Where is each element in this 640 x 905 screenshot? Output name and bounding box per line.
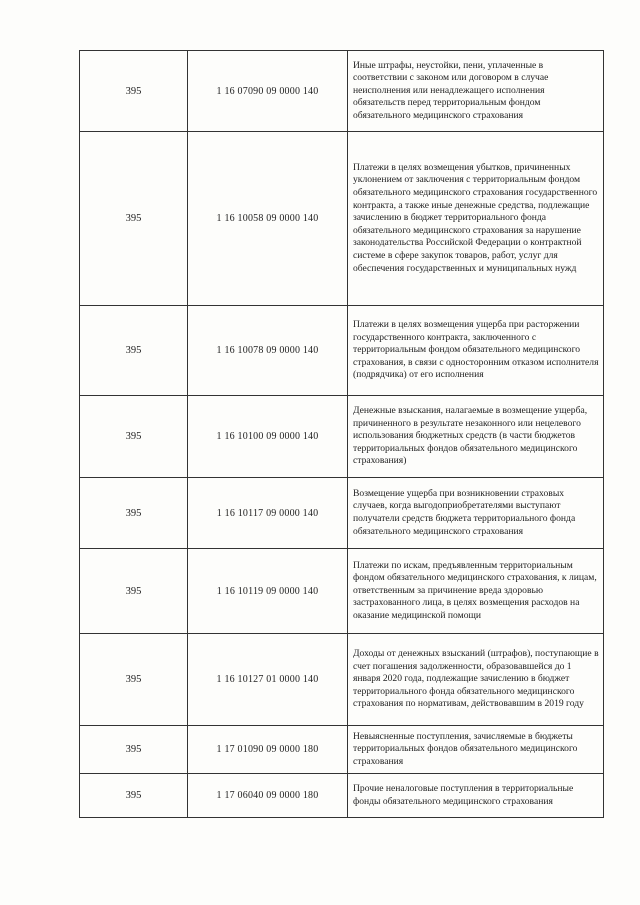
table-row <box>80 478 604 549</box>
budget-code-cell: 1 16 10119 09 0000 140 <box>188 549 348 634</box>
description-cell: Доходы от денежных взысканий (штрафов), поступающие в счет погашения задолженности, образовавшейся до 1 января 2020 года, подлежащие зачислению в бюджет территориального фонда обязательного медицинского страхования по нормативам, действовавшим в 2019 году <box>348 634 604 726</box>
budget-code-cell: 1 16 07090 09 0000 140 <box>188 51 348 132</box>
description-cell: Невыясненные поступления, зачисляемые в бюджеты территориальных фондов обязательного медицинского страхования <box>348 726 604 774</box>
budget-code-cell: 1 16 10100 09 0000 140 <box>188 396 348 478</box>
admin-code-cell: 395 <box>80 634 188 726</box>
description-cell: Иные штрафы, неустойки, пени, уплаченные в соответствии с законом или договором в случае неисполнения или ненадлежащего исполнения обязательств перед территориальным фондом обязательного медицинского страхования <box>348 51 604 132</box>
table-row <box>80 774 604 818</box>
table-row <box>80 634 604 726</box>
description-cell: Платежи в целях возмещения ущерба при расторжении государственного контракта, заключенного с территориальным фондом обязательного медицинского страхования, в связи с односторонним отказом исполнителя (подрядчика) от его исполнения <box>348 306 604 396</box>
description-cell: Платежи по искам, предъявленным территориальным фондом обязательного медицинского страхования, к лицам, ответственным за причинение вреда здоровью застрахованного лица, в целях возмещения расходов на оказание медицинской помощи <box>348 549 604 634</box>
admin-code-cell: 395 <box>80 132 188 306</box>
budget-code-cell: 1 16 10117 09 0000 140 <box>188 478 348 549</box>
description-cell: Возмещение ущерба при возникновении страховых случаев, когда выгодоприобретателями выступают получатели средств бюджета территориального фонда обязательного медицинского страхования <box>348 478 604 549</box>
description-cell: Денежные взыскания, налагаемые в возмещение ущерба, причиненного в результате незаконного или нецелевого использования бюджетных средств (в части бюджетов территориальных фондов обязательного медицинского страхования) <box>348 396 604 478</box>
admin-code-cell: 395 <box>80 396 188 478</box>
table-row <box>80 396 604 478</box>
budget-code-cell: 1 17 06040 09 0000 180 <box>188 774 348 818</box>
admin-code-cell: 395 <box>80 726 188 774</box>
budget-code-cell: 1 17 01090 09 0000 180 <box>188 726 348 774</box>
table-row <box>80 549 604 634</box>
admin-code-cell: 395 <box>80 306 188 396</box>
admin-code-cell: 395 <box>80 478 188 549</box>
admin-code-cell: 395 <box>80 51 188 132</box>
description-cell: Платежи в целях возмещения убытков, причиненных уклонением от заключения с территориальным фондом обязательного медицинского страхования государственного контракта, а также иные денежные средства, подлежащие зачислению в бюджет территориального фонда обязательного медицинского страхования за нарушение законодательства Российской Федерации о контрактной системе в сфере закупок товаров, работ, услуг для обеспечения государственных и муниципальных нужд <box>348 132 604 306</box>
description-cell: Прочие неналоговые поступления в территориальные фонды обязательного медицинского страхования <box>348 774 604 818</box>
budget-code-cell: 1 16 10058 09 0000 140 <box>188 132 348 306</box>
budget-code-cell: 1 16 10078 09 0000 140 <box>188 306 348 396</box>
table-row <box>80 132 604 306</box>
budget-code-cell: 1 16 10127 01 0000 140 <box>188 634 348 726</box>
table-row <box>80 51 604 132</box>
admin-code-cell: 395 <box>80 549 188 634</box>
admin-code-cell: 395 <box>80 774 188 818</box>
revenue-codes-table <box>79 50 604 818</box>
table-row <box>80 306 604 396</box>
table-row <box>80 726 604 774</box>
